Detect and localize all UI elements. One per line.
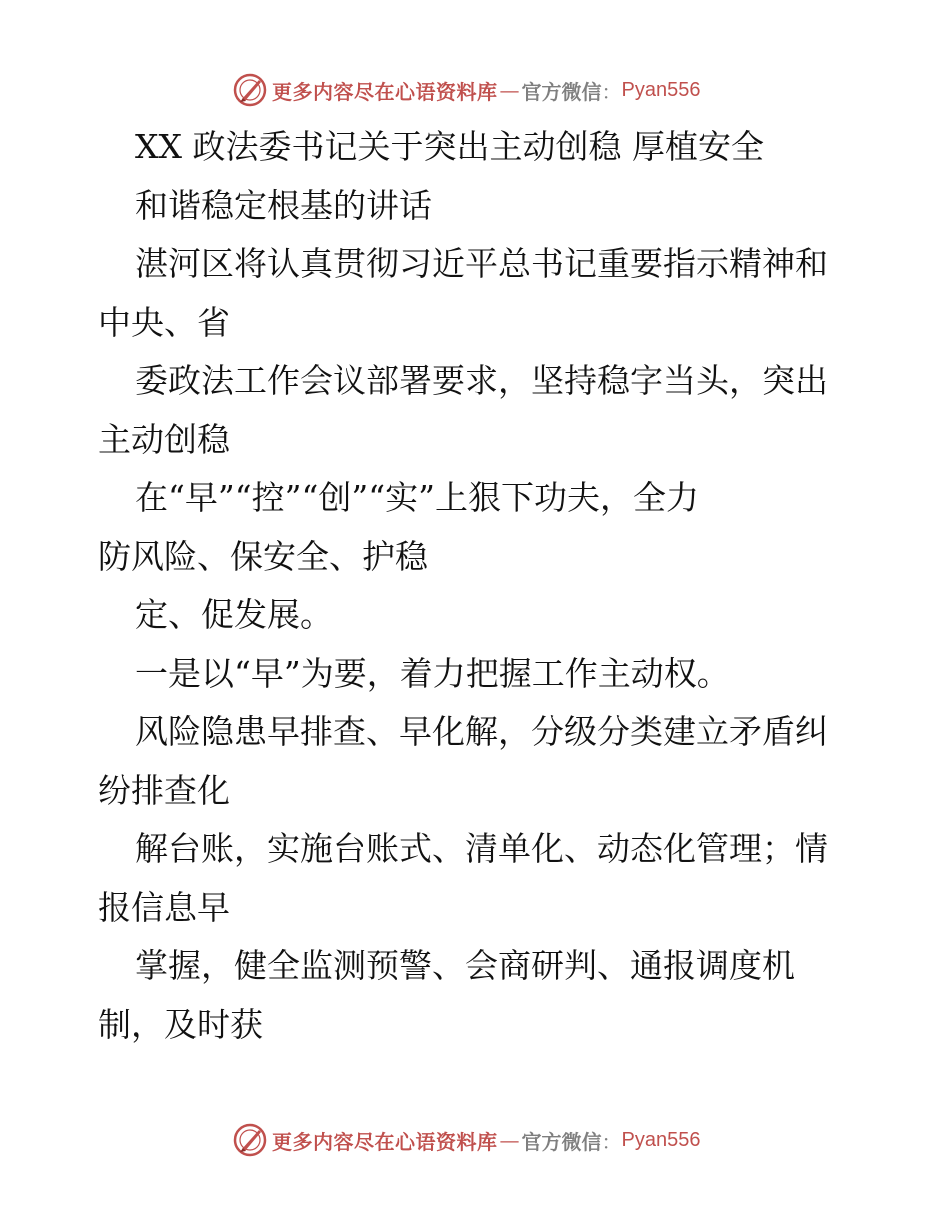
watermark-sub-text: 官方微信: [521, 1129, 602, 1154]
watermark-dash: —: [499, 1128, 520, 1152]
footer-watermark-banner: [232, 1122, 700, 1158]
doc-line-1: XX 政法委书记关于突出主动创稳 厚植安全: [135, 127, 764, 166]
doc-line-5: 委政法工作会议部署要求，坚持稳字当头，突出: [135, 361, 828, 400]
doc-line-16: 制，及时获: [98, 1004, 263, 1044]
doc-line-12: 纷排查化: [98, 770, 230, 810]
doc-line-14: 报信息早: [98, 887, 230, 927]
header-watermark-banner: [232, 72, 700, 108]
doc-line-2: 和谐稳定根基的讲话: [135, 185, 432, 225]
watermark-colon: ：: [601, 1129, 622, 1154]
doc-line-7: 在“早”“控”“创”“实”上狠下功夫，全力: [135, 478, 699, 517]
doc-line-11: 风险隐患早排查、早化解，分级分类建立矛盾纠: [135, 712, 828, 751]
quill-pen-logo-icon: [232, 1122, 268, 1158]
doc-line-10: 一是以“早”为要，着力把握工作主动权。: [135, 653, 730, 693]
watermark-main-text: 更多内容尽在心语资料库: [272, 1129, 498, 1154]
doc-line-13: 解台账，实施台账式、清单化、动态化管理；情: [135, 829, 828, 868]
watermark-sub-text: 官方微信: [521, 79, 602, 104]
doc-line-9: 定、促发展。: [135, 595, 333, 634]
watermark-wechat-id: Pyan556: [621, 1128, 701, 1151]
doc-line-6: 主动创稳: [98, 419, 230, 459]
watermark-dash: —: [499, 78, 520, 102]
watermark-colon: ：: [601, 79, 622, 104]
watermark-main-text: 更多内容尽在心语资料库: [272, 79, 498, 104]
document-body: [98, 118, 858, 1054]
doc-line-15: 掌握，健全监测预警、会商研判、通报调度机: [135, 946, 795, 985]
doc-line-8: 防风险、保安全、护稳: [98, 536, 428, 576]
doc-line-4: 中央、省: [98, 302, 230, 342]
doc-line-3: 湛河区将认真贯彻习近平总书记重要指示精神和: [135, 244, 828, 283]
quill-pen-logo-icon: [232, 72, 268, 108]
watermark-wechat-id: Pyan556: [621, 78, 701, 101]
